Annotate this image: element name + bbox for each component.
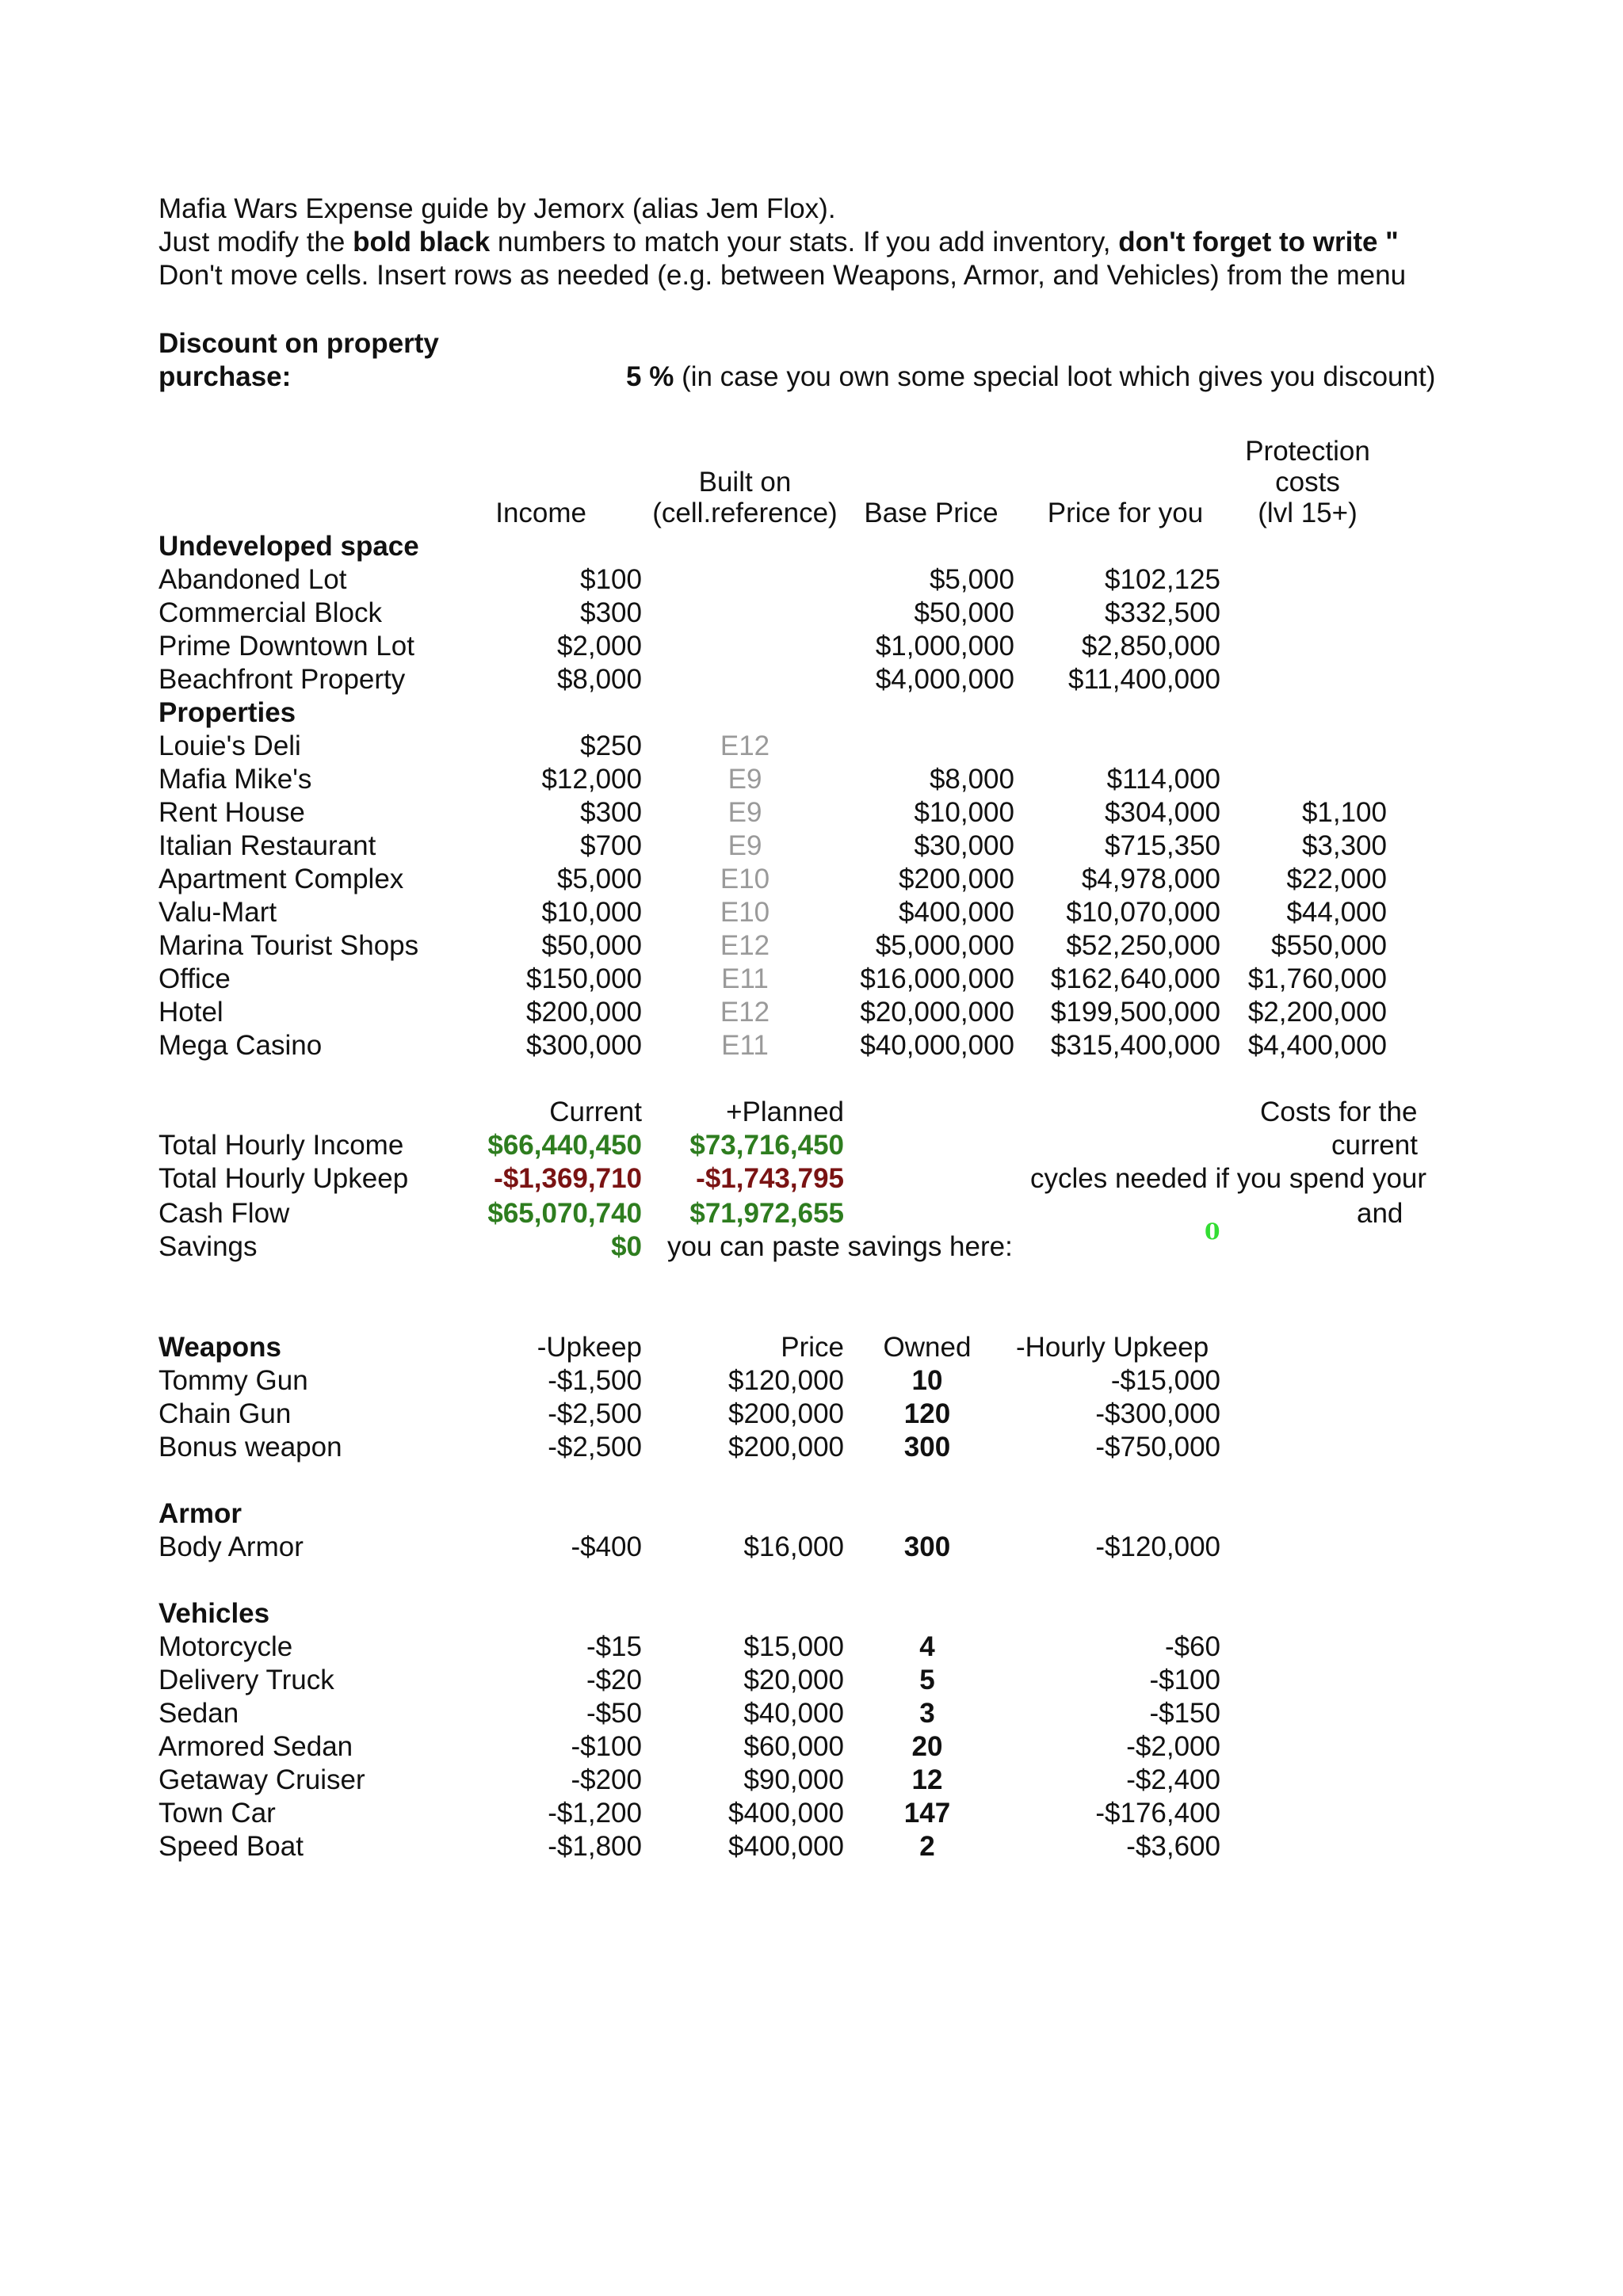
intro-line-2 xyxy=(158,226,1399,259)
row-owned[interactable]: 10 xyxy=(911,1365,943,1396)
row-name: Office xyxy=(158,963,231,994)
row-hourly-upkeep: -$750,000 xyxy=(1095,1432,1220,1463)
row-owned[interactable]: 2 xyxy=(919,1831,935,1862)
row-base-price: $4,000,000 xyxy=(875,664,1014,695)
row-protection: $22,000 xyxy=(1286,864,1387,894)
row-name: Town Car xyxy=(158,1798,276,1829)
discount-unit: % xyxy=(649,361,674,392)
totals-current-header: Current xyxy=(549,1097,642,1127)
totals-current: -$1,369,710 xyxy=(494,1163,642,1194)
row-owned[interactable]: 300 xyxy=(903,1432,951,1463)
header-protection-level: (lvl 15+) xyxy=(1258,498,1358,528)
row-price-for-you: $715,350 xyxy=(1105,830,1220,861)
row-base-price: $30,000 xyxy=(914,830,1014,861)
intro-line-2-mid: numbers to match your stats. If you add inventory, xyxy=(490,227,1119,257)
row-price: $200,000 xyxy=(728,1398,844,1429)
row-base-price: $40,000,000 xyxy=(860,1030,1014,1061)
intro-line-2-pre: Just modify the xyxy=(158,227,353,257)
row-upkeep: -$400 xyxy=(571,1531,642,1562)
row-hourly-upkeep: -$300,000 xyxy=(1095,1398,1220,1429)
totals-and-note: and xyxy=(1357,1198,1403,1229)
row-price: $200,000 xyxy=(728,1432,844,1463)
header-income: Income xyxy=(495,498,586,528)
row-hourly-upkeep: -$2,000 xyxy=(1126,1731,1220,1762)
row-hourly-upkeep: -$120,000 xyxy=(1095,1531,1220,1562)
row-name: Chain Gun xyxy=(158,1398,292,1429)
header-base-price: Base Price xyxy=(864,498,999,528)
row-name: Mega Casino xyxy=(158,1030,323,1061)
intro-line-2-bold: bold black xyxy=(353,227,491,257)
row-upkeep: -$2,500 xyxy=(548,1398,642,1429)
intro-line-1: Mafia Wars Expense guide by Jemorx (alias Jem Flox). xyxy=(158,193,836,224)
row-protection: $2,200,000 xyxy=(1247,997,1387,1028)
row-base-price: $10,000 xyxy=(914,797,1014,828)
row-built-on: E12 xyxy=(720,997,770,1028)
row-price-for-you: $2,850,000 xyxy=(1081,631,1220,662)
row-base-price: $20,000,000 xyxy=(860,997,1014,1028)
row-income: $5,000 xyxy=(556,864,642,894)
row-upkeep: -$20 xyxy=(586,1665,642,1695)
row-owned[interactable]: 300 xyxy=(903,1531,951,1562)
totals-label: Cash Flow xyxy=(158,1198,290,1229)
row-owned[interactable]: 5 xyxy=(919,1665,935,1695)
row-name: Motorcycle xyxy=(158,1631,293,1662)
row-name: Louie's Deli xyxy=(158,730,301,761)
row-owned[interactable]: 147 xyxy=(903,1798,951,1829)
row-built-on: E9 xyxy=(727,830,762,861)
row-base-price: $5,000,000 xyxy=(875,930,1014,961)
row-built-on: E10 xyxy=(720,864,770,894)
row-price-for-you: $114,000 xyxy=(1106,764,1220,795)
row-income: $300 xyxy=(580,797,642,828)
row-price: $40,000 xyxy=(743,1698,844,1729)
row-price-for-you: $11,400,000 xyxy=(1067,664,1220,695)
row-name: Body Armor xyxy=(158,1531,304,1562)
intro-line-2-bold2: don't forget to write " xyxy=(1118,227,1399,257)
row-income: $8,000 xyxy=(556,664,642,695)
row-income: $100 xyxy=(580,564,642,595)
row-name: Bonus weapon xyxy=(158,1432,342,1463)
undeveloped-title: Undeveloped space xyxy=(158,531,419,562)
row-income: $2,000 xyxy=(556,631,642,662)
row-price-for-you: $162,640,000 xyxy=(1050,963,1220,994)
row-upkeep: -$15 xyxy=(586,1631,642,1662)
row-protection: $1,760,000 xyxy=(1247,963,1387,994)
header-owned: Owned xyxy=(883,1332,972,1363)
header-built-on-ref: (cell.reference) xyxy=(652,498,838,528)
row-name: Abandoned Lot xyxy=(158,564,347,595)
row-owned[interactable]: 3 xyxy=(919,1698,935,1729)
row-price: $15,000 xyxy=(743,1631,844,1662)
header-price: Price xyxy=(781,1332,844,1363)
row-built-on: E11 xyxy=(721,1030,769,1061)
totals-costs-header: Costs for the xyxy=(1260,1097,1418,1127)
row-price-for-you: $199,500,000 xyxy=(1050,997,1220,1028)
row-hourly-upkeep: -$3,600 xyxy=(1126,1831,1220,1862)
row-protection: $1,100 xyxy=(1301,797,1387,828)
row-price-for-you: $315,400,000 xyxy=(1050,1030,1220,1061)
row-price: $60,000 xyxy=(743,1731,844,1762)
row-owned[interactable]: 20 xyxy=(911,1731,943,1762)
header-protection: Protection xyxy=(1245,436,1370,467)
totals-cycles-note: cycles needed if you spend your xyxy=(1030,1163,1427,1194)
row-built-on: E12 xyxy=(720,730,770,761)
row-protection: $4,400,000 xyxy=(1247,1030,1387,1061)
header-price-for-you: Price for you xyxy=(1047,498,1204,528)
properties-title: Properties xyxy=(158,697,296,728)
row-owned[interactable]: 4 xyxy=(919,1631,935,1662)
row-upkeep: -$2,500 xyxy=(548,1432,642,1463)
row-price: $16,000 xyxy=(743,1531,844,1562)
totals-current: $65,070,740 xyxy=(487,1198,642,1229)
row-income: $300 xyxy=(580,597,642,628)
row-protection: $550,000 xyxy=(1271,930,1387,961)
row-built-on: E9 xyxy=(727,764,762,795)
row-income: $250 xyxy=(580,730,642,761)
discount-label-2: purchase: xyxy=(158,361,292,392)
row-base-price: $400,000 xyxy=(899,897,1014,928)
row-name: Mafia Mike's xyxy=(158,764,312,795)
row-price-for-you: $332,500 xyxy=(1105,597,1220,628)
row-price-for-you: $102,125 xyxy=(1105,564,1220,595)
row-name: Commercial Block xyxy=(158,597,382,628)
armor-title: Armor xyxy=(158,1498,242,1529)
row-hourly-upkeep: -$2,400 xyxy=(1126,1764,1220,1795)
totals-label: Total Hourly Income xyxy=(158,1130,404,1161)
row-income: $50,000 xyxy=(541,930,642,961)
row-name: Tommy Gun xyxy=(158,1365,308,1396)
header-protection-costs: costs xyxy=(1275,467,1340,498)
row-protection: $44,000 xyxy=(1286,897,1387,928)
row-name: Rent House xyxy=(158,797,305,828)
row-income: $700 xyxy=(580,830,642,861)
row-name: Armored Sedan xyxy=(158,1731,353,1762)
totals-current: $66,440,450 xyxy=(487,1130,642,1161)
discount-row xyxy=(626,360,1435,394)
row-name: Apartment Complex xyxy=(158,864,404,894)
row-price: $90,000 xyxy=(743,1764,844,1795)
row-upkeep: -$200 xyxy=(571,1764,642,1795)
row-upkeep: -$1,200 xyxy=(548,1798,642,1829)
intro-line-3: Don't move cells. Insert rows as needed (e.g. between Weapons, Armor, and Vehicles) from the menu xyxy=(158,260,1407,291)
row-base-price: $1,000,000 xyxy=(875,631,1014,662)
header-hourly-upkeep: -Hourly Upkeep xyxy=(1016,1332,1209,1363)
row-base-price: $16,000,000 xyxy=(860,963,1014,994)
row-name: Hotel xyxy=(158,997,223,1028)
totals-label: Total Hourly Upkeep xyxy=(158,1163,409,1194)
row-upkeep: -$100 xyxy=(571,1731,642,1762)
discount-note: (in case you own some special loot which gives you discount) xyxy=(682,361,1436,392)
row-price-for-you: $52,250,000 xyxy=(1066,930,1220,961)
row-name: Beachfront Property xyxy=(158,664,406,695)
totals-planned: -$1,743,795 xyxy=(696,1163,844,1194)
row-price-for-you: $10,070,000 xyxy=(1066,897,1220,928)
totals-planned: $73,716,450 xyxy=(689,1130,844,1161)
row-income: $300,000 xyxy=(526,1030,642,1061)
row-price-for-you: $4,978,000 xyxy=(1081,864,1220,894)
row-owned[interactable]: 120 xyxy=(903,1398,951,1429)
row-name: Valu-Mart xyxy=(158,897,277,928)
savings-input-value[interactable]: 0 xyxy=(1205,1219,1220,1245)
row-owned[interactable]: 12 xyxy=(911,1764,943,1795)
header-built-on: Built on xyxy=(698,467,792,498)
row-upkeep: -$50 xyxy=(586,1698,642,1729)
vehicles-title: Vehicles xyxy=(158,1598,270,1629)
row-income: $200,000 xyxy=(526,997,642,1028)
row-upkeep: -$1,800 xyxy=(548,1831,642,1862)
header-upkeep: -Upkeep xyxy=(537,1332,642,1363)
row-name: Speed Boat xyxy=(158,1831,304,1862)
row-name: Italian Restaurant xyxy=(158,830,376,861)
row-name: Delivery Truck xyxy=(158,1665,334,1695)
totals-current-note: current xyxy=(1331,1130,1418,1161)
row-built-on: E12 xyxy=(720,930,770,961)
row-hourly-upkeep: -$60 xyxy=(1164,1631,1220,1662)
row-built-on: E9 xyxy=(727,797,762,828)
row-income: $10,000 xyxy=(541,897,642,928)
row-price-for-you: $304,000 xyxy=(1105,797,1220,828)
row-income: $12,000 xyxy=(541,764,642,795)
row-income: $150,000 xyxy=(526,963,642,994)
row-hourly-upkeep: -$15,000 xyxy=(1110,1365,1220,1396)
row-base-price: $5,000 xyxy=(929,564,1014,595)
row-price: $400,000 xyxy=(728,1798,844,1829)
row-built-on: E10 xyxy=(720,897,770,928)
row-hourly-upkeep: -$176,400 xyxy=(1095,1798,1220,1829)
paste-savings-note: you can paste savings here: xyxy=(667,1231,1013,1262)
row-hourly-upkeep: -$150 xyxy=(1149,1698,1220,1729)
row-name: Getaway Cruiser xyxy=(158,1764,365,1795)
row-name: Sedan xyxy=(158,1698,239,1729)
row-price: $400,000 xyxy=(728,1831,844,1862)
row-base-price: $200,000 xyxy=(899,864,1014,894)
row-price: $120,000 xyxy=(728,1365,844,1396)
row-built-on: E11 xyxy=(721,963,769,994)
savings-value: $0 xyxy=(611,1231,642,1262)
totals-planned-header: +Planned xyxy=(726,1097,844,1127)
row-name: Marina Tourist Shops xyxy=(158,930,419,961)
row-hourly-upkeep: -$100 xyxy=(1149,1665,1220,1695)
row-price: $20,000 xyxy=(743,1665,844,1695)
row-base-price: $8,000 xyxy=(929,764,1014,795)
row-upkeep: -$1,500 xyxy=(548,1365,642,1396)
totals-planned: $71,972,655 xyxy=(689,1198,844,1229)
row-base-price: $50,000 xyxy=(914,597,1014,628)
weapons-title: Weapons xyxy=(158,1332,281,1363)
discount-label-1: Discount on property xyxy=(158,328,439,359)
discount-value[interactable]: 5 xyxy=(626,361,642,392)
row-protection: $3,300 xyxy=(1301,830,1387,861)
savings-label: Savings xyxy=(158,1231,258,1262)
row-name: Prime Downtown Lot xyxy=(158,631,414,662)
